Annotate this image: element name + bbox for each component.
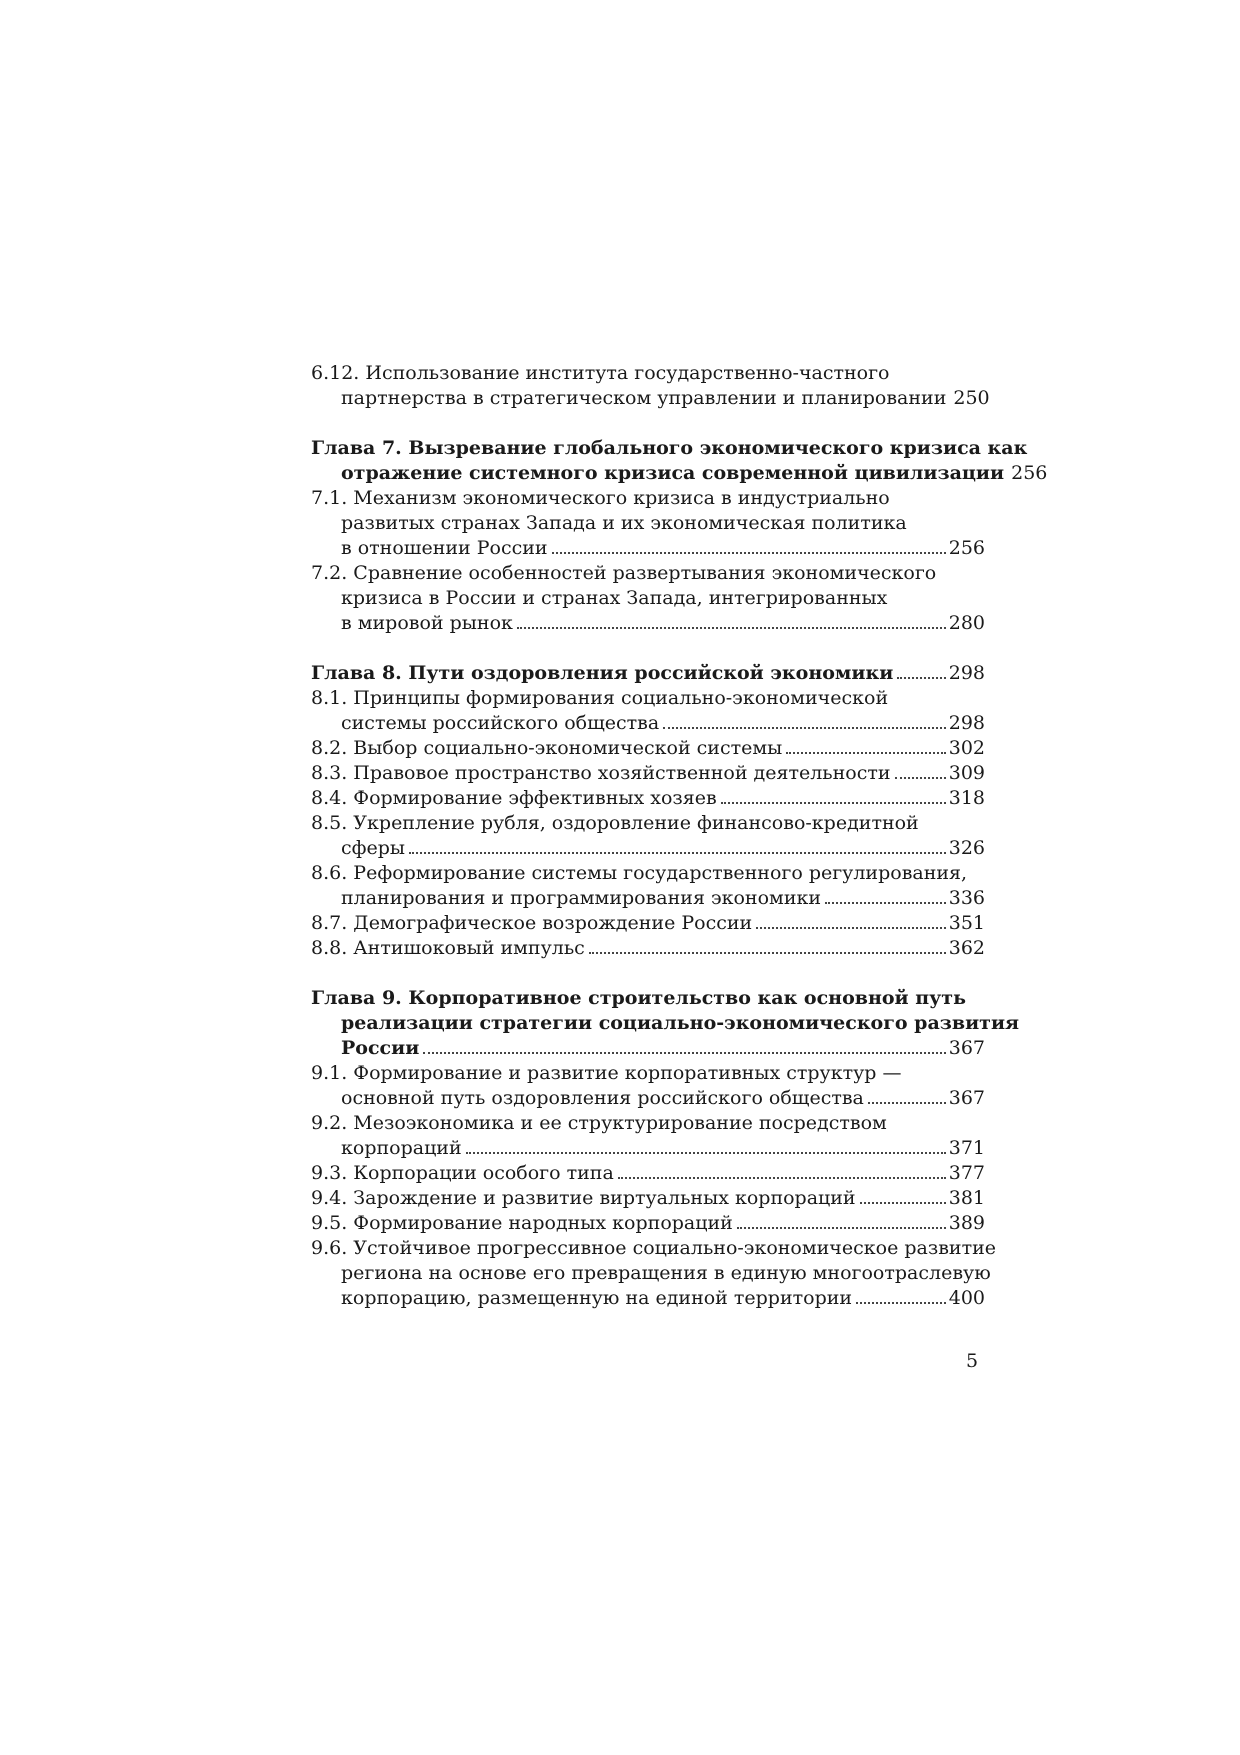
toc-entry-line: [311, 711, 985, 736]
toc-entry-line: [311, 1136, 985, 1161]
toc-page-number: 367: [948, 1087, 985, 1109]
toc-entry-text: планирования и программирования экономики: [341, 887, 822, 909]
dot-leader: [663, 726, 946, 729]
toc-entry-line: [311, 1086, 985, 1111]
toc-page-number: 280: [948, 612, 985, 634]
dot-leader: [589, 951, 946, 954]
dot-leader: [897, 676, 945, 679]
toc-entry-line: [311, 911, 985, 936]
dot-leader: [409, 851, 946, 854]
toc-page-number: 367: [948, 1037, 985, 1059]
toc-page-number: 400: [948, 1287, 985, 1309]
dot-leader: [721, 801, 946, 804]
toc-page-number: 250: [953, 387, 990, 409]
toc-entry-text: корпорацию, размещенную на единой территории: [341, 1287, 853, 1309]
toc-page-number: 381: [948, 1187, 985, 1209]
dot-leader: [860, 1201, 946, 1204]
dot-leader: [756, 926, 946, 929]
toc-entry-line: [311, 1186, 985, 1211]
toc-page-number: 362: [948, 937, 985, 959]
page-number: 5: [966, 1350, 979, 1372]
toc-entry-7-1[interactable]: [311, 486, 985, 561]
toc-entry-line: [311, 1161, 985, 1186]
dot-leader: [423, 1051, 945, 1054]
dot-leader: [552, 551, 946, 554]
toc-entry-6-12[interactable]: [311, 361, 990, 411]
toc-entry-8-5[interactable]: [311, 811, 985, 861]
toc-entry-line: кризиса в России и странах Запада, интегрированных: [341, 587, 888, 609]
toc-entry-8-4[interactable]: [311, 786, 985, 811]
dot-leader: [868, 1101, 946, 1104]
dot-leader: [786, 751, 945, 754]
toc-entry-text: России: [341, 1037, 420, 1059]
toc-entry-line: 8.5. Укрепление рубля, оздоровление финансово-кредитной: [311, 812, 919, 834]
toc-entry-line: [311, 936, 985, 961]
toc-entry-text: 9.4. Зарождение и развитие виртуальных корпораций: [311, 1187, 856, 1209]
toc-entry-line: региона на основе его превращения в единую многоотраслевую: [341, 1262, 991, 1284]
toc-entry-text: отражение системного кризиса современной цивилизации: [341, 462, 1005, 484]
toc-entry-7-2[interactable]: [311, 561, 985, 636]
toc-entry-line: [311, 886, 985, 911]
dot-leader: [825, 901, 946, 904]
toc-entry-8-8[interactable]: [311, 936, 985, 961]
toc-entry-text: 9.3. Корпорации особого типа: [311, 1162, 614, 1184]
toc-entry-text: 8.2. Выбор социально-экономической системы: [311, 737, 783, 759]
toc-page-number: 302: [948, 737, 985, 759]
toc-entry-line: 9.1. Формирование и развитие корпоративных структур —: [311, 1062, 902, 1084]
toc-entry-line: [311, 611, 985, 636]
toc-entry-line: 7.2. Сравнение особенностей развертывания экономического: [311, 562, 937, 584]
toc-entry-line: 8.6. Реформирование системы государственного регулирования,: [311, 862, 968, 884]
toc-page-number: 389: [948, 1212, 985, 1234]
toc-entry-line: [311, 536, 985, 561]
toc-entry-text: 8.8. Антишоковый импульс: [311, 937, 585, 959]
toc-entry-text: партнерства в стратегическом управлении и планировании: [341, 387, 947, 409]
toc-entry-line: реализации стратегии социально-экономического развития: [341, 1012, 1020, 1034]
toc-entry-9-6[interactable]: [311, 1236, 996, 1311]
toc-entry-text: 8.7. Демографическое возрождение России: [311, 912, 753, 934]
toc-entry-line: развитых странах Запада и их экономическая политика: [341, 512, 907, 534]
toc-page-number: 256: [948, 537, 985, 559]
toc-page-number: 371: [948, 1137, 985, 1159]
toc-page-number: 326: [948, 837, 985, 859]
toc-entry-8-7[interactable]: [311, 911, 985, 936]
toc-entry-line: 9.6. Устойчивое прогрессивное социально-экономическое развитие: [311, 1237, 996, 1259]
dot-leader: [895, 776, 946, 779]
toc-entry-line: 8.1. Принципы формирования социально-экономической: [311, 687, 889, 709]
toc-entry-9-3[interactable]: [311, 1161, 985, 1186]
toc-entry-text: в отношении России: [341, 537, 548, 559]
toc-chapter-9[interactable]: [311, 986, 1020, 1061]
toc-entry-line: 6.12. Использование института государственно-частного: [311, 362, 890, 384]
toc-entry-8-6[interactable]: [311, 861, 985, 911]
toc-entry-line: Глава 7. Вызревание глобального экономического кризиса как: [311, 437, 1028, 459]
toc-page-number: 298: [948, 712, 985, 734]
toc-entry-text: в мировой рынок: [341, 612, 513, 634]
toc-chapter-7[interactable]: [311, 436, 1048, 486]
table-of-contents: [311, 361, 1048, 1311]
dot-leader: [517, 626, 946, 629]
toc-entry-text: 8.4. Формирование эффективных хозяев: [311, 787, 717, 809]
toc-entry-line: [311, 736, 985, 761]
toc-entry-line: [311, 1036, 985, 1061]
dot-leader: [737, 1226, 946, 1229]
toc-entry-9-2[interactable]: [311, 1111, 985, 1161]
toc-entry-text: системы российского общества: [341, 712, 660, 734]
toc-entry-text: корпораций: [341, 1137, 462, 1159]
dot-leader: [466, 1151, 946, 1154]
toc-entry-9-4[interactable]: [311, 1186, 985, 1211]
toc-entry-line: [311, 1286, 985, 1311]
toc-entry-8-1[interactable]: [311, 686, 985, 736]
toc-entry-line: [311, 1211, 985, 1236]
toc-entry-line: [311, 761, 985, 786]
toc-entry-text: сферы: [341, 837, 406, 859]
toc-entry-line: 9.2. Мезоэкономика и ее структурирование посредством: [311, 1112, 887, 1134]
toc-entry-line: Глава 9. Корпоративное строительство как основной путь: [311, 987, 966, 1009]
toc-entry-line: [311, 461, 1048, 486]
toc-entry-text: 8.3. Правовое пространство хозяйственной деятельности: [311, 762, 891, 784]
toc-entry-9-1[interactable]: [311, 1061, 985, 1111]
toc-entry-line: [311, 661, 985, 686]
toc-entry-line: [311, 836, 985, 861]
toc-page-number: 336: [948, 887, 985, 909]
dot-leader: [618, 1176, 946, 1179]
toc-page-number: 298: [948, 662, 985, 684]
toc-entry-8-3[interactable]: [311, 761, 985, 786]
toc-entry-text: основной путь оздоровления российского общества: [341, 1087, 864, 1109]
toc-entry-9-5[interactable]: [311, 1211, 985, 1236]
toc-entry-text: 9.5. Формирование народных корпораций: [311, 1212, 733, 1234]
toc-entry-line: 7.1. Механизм экономического кризиса в индустриально: [311, 487, 890, 509]
toc-chapter-8[interactable]: [311, 661, 985, 686]
toc-page-number: 351: [948, 912, 985, 934]
dot-leader: [856, 1301, 946, 1304]
toc-page-number: 309: [948, 762, 985, 784]
toc-page-number: 318: [948, 787, 985, 809]
toc-page-number: 377: [948, 1162, 985, 1184]
toc-entry-line: [311, 386, 990, 411]
toc-entry-8-2[interactable]: [311, 736, 985, 761]
toc-entry-text: Глава 8. Пути оздоровления российской экономики: [311, 662, 894, 684]
toc-page-number: 256: [1011, 462, 1048, 484]
toc-entry-line: [311, 786, 985, 811]
